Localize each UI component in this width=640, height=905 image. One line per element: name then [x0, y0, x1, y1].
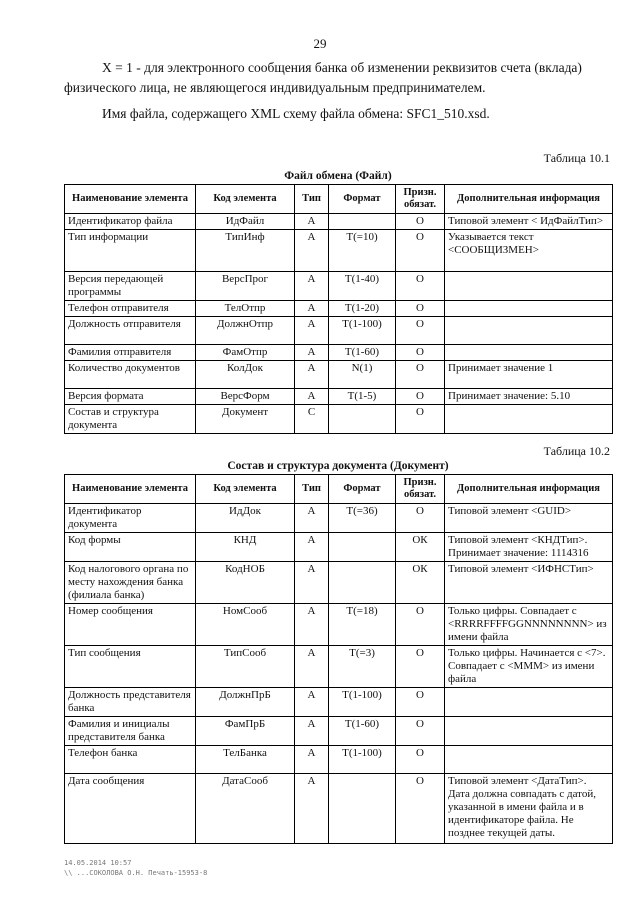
table-cell: Документ: [196, 405, 295, 434]
table-cell: А: [295, 301, 329, 317]
table-cell: ТипСооб: [196, 646, 295, 688]
column-header: Призн. обязат.: [396, 185, 445, 214]
table-cell: ТипИнф: [196, 230, 295, 272]
table-cell: ДолжнПрБ: [196, 688, 295, 717]
table-header-row: [65, 475, 613, 504]
table-cell: [445, 746, 613, 774]
table-cell: [445, 405, 613, 434]
table-row: [65, 389, 613, 405]
table-cell: А: [295, 361, 329, 389]
table-row: [65, 405, 613, 434]
table-cell: [445, 688, 613, 717]
table-cell: Количество документов: [65, 361, 196, 389]
table-cell: КодНОБ: [196, 562, 295, 604]
table-cell: Принимает значение 1: [445, 361, 613, 389]
column-header: Формат: [329, 475, 396, 504]
table-cell: [445, 301, 613, 317]
paragraph-x1: X = 1 - для электронного сообщения банка об изменении реквизитов счета (вклада) физического лица, не являющегося индивидуальным предпринимателем.: [64, 60, 582, 95]
table-cell: [445, 317, 613, 345]
table-cell: Т(1-40): [329, 272, 396, 301]
table-cell: Код налогового органа по месту нахождения банка (филиала банка): [65, 562, 196, 604]
table-cell: Фамилия и инициалы представителя банка: [65, 717, 196, 746]
table-cell: О: [396, 272, 445, 301]
column-header: Тип: [295, 475, 329, 504]
table-cell: А: [295, 345, 329, 361]
table-row: [65, 504, 613, 533]
table-cell: О: [396, 389, 445, 405]
table-cell: А: [295, 562, 329, 604]
table-row: [65, 688, 613, 717]
table-cell: N(1): [329, 361, 396, 389]
table-row: [65, 361, 613, 389]
column-header: Код элемента: [196, 475, 295, 504]
table-cell: О: [396, 405, 445, 434]
table-cell: Т(1-5): [329, 389, 396, 405]
page-number: 29: [313, 36, 327, 51]
column-header: Формат: [329, 185, 396, 214]
table-cell: О: [396, 646, 445, 688]
table-cell: Код формы: [65, 533, 196, 562]
table-cell: О: [396, 345, 445, 361]
table-cell: О: [396, 230, 445, 272]
table-cell: [445, 717, 613, 746]
table-cell: ОК: [396, 562, 445, 604]
table-cell: Версия передающей программы: [65, 272, 196, 301]
column-header: Наименование элемента: [65, 185, 196, 214]
table-file: [64, 184, 613, 434]
table-1-number: Таблица 10.1: [543, 151, 610, 165]
table-row: [65, 562, 613, 604]
table-cell: О: [396, 717, 445, 746]
table-cell: Указывается текст <СООБЩИЗМЕН>: [445, 230, 613, 272]
table-cell: Т(1-60): [329, 345, 396, 361]
table-2-number: Таблица 10.2: [543, 444, 610, 458]
table-cell: О: [396, 688, 445, 717]
print-footer: [64, 858, 207, 878]
table-row: [65, 317, 613, 345]
table-cell: [445, 272, 613, 301]
table-row: [65, 774, 613, 844]
table-cell: А: [295, 533, 329, 562]
table-cell: Т(1-20): [329, 301, 396, 317]
table-cell: Состав и структура документа: [65, 405, 196, 434]
table-cell: А: [295, 604, 329, 646]
table-cell: ТелОтпр: [196, 301, 295, 317]
table-cell: ФамОтпр: [196, 345, 295, 361]
table-cell: О: [396, 774, 445, 844]
table-row: [65, 746, 613, 774]
table-row: [65, 301, 613, 317]
table-cell: ТелБанка: [196, 746, 295, 774]
table-cell: Телефон банка: [65, 746, 196, 774]
table-cell: [329, 405, 396, 434]
table-cell: ВерсФорм: [196, 389, 295, 405]
table-cell: Т(=10): [329, 230, 396, 272]
table-cell: КНД: [196, 533, 295, 562]
table-cell: НомСооб: [196, 604, 295, 646]
footer-line-1: 14.05.2014 10:57: [64, 859, 132, 867]
table-cell: ОК: [396, 533, 445, 562]
table-cell: Телефон отправителя: [65, 301, 196, 317]
table-row: [65, 272, 613, 301]
table-cell: А: [295, 272, 329, 301]
table-cell: [329, 774, 396, 844]
table-cell: А: [295, 389, 329, 405]
table-cell: А: [295, 717, 329, 746]
table-2-title: Состав и структура документа (Документ): [227, 460, 449, 472]
column-header: Тип: [295, 185, 329, 214]
table-row: [65, 533, 613, 562]
column-header: Призн. обязат.: [396, 475, 445, 504]
table-cell: КолДок: [196, 361, 295, 389]
table-cell: Идентификатор документа: [65, 504, 196, 533]
table-cell: [329, 562, 396, 604]
table-cell: Тип информации: [65, 230, 196, 272]
table-cell: ФамПрБ: [196, 717, 295, 746]
table-cell: Версия формата: [65, 389, 196, 405]
table-cell: Должность отправителя: [65, 317, 196, 345]
table-cell: О: [396, 604, 445, 646]
table-1-title: Файл обмена (Файл): [284, 170, 392, 182]
table-cell: Т(1-100): [329, 317, 396, 345]
table-cell: ДолжнОтпр: [196, 317, 295, 345]
table-cell: Фамилия отправителя: [65, 345, 196, 361]
table-cell: Только цифры. Совпадает с <RRRRFFFFGGNNNNNNNN> из имени файла: [445, 604, 613, 646]
column-header: Наименование элемента: [65, 475, 196, 504]
table-cell: ИдДок: [196, 504, 295, 533]
table-cell: А: [295, 504, 329, 533]
table-cell: Типовой элемент <GUID>: [445, 504, 613, 533]
table-row: [65, 646, 613, 688]
column-header: Код элемента: [196, 185, 295, 214]
table-document: [64, 474, 613, 844]
table-cell: ВерсПрог: [196, 272, 295, 301]
table-cell: Тип сообщения: [65, 646, 196, 688]
table-cell: Т(=3): [329, 646, 396, 688]
table-cell: [329, 214, 396, 230]
table-cell: А: [295, 646, 329, 688]
footer-line-2: \\ ...СОКОЛОВА О.Н. Печать-15953-8: [64, 869, 208, 877]
table-cell: А: [295, 214, 329, 230]
table-row: [65, 214, 613, 230]
paragraph-filename: Имя файла, содержащего XML схему файла обмена: SFC1_510.xsd.: [102, 106, 490, 121]
table-row: [65, 230, 613, 272]
table-cell: Т(=18): [329, 604, 396, 646]
table-cell: Только цифры. Начинается с <7>. Совпадает с <МММ> из имени файла: [445, 646, 613, 688]
table-cell: Типовой элемент <КНДТип>. Принимает значение: 1114316: [445, 533, 613, 562]
table-cell: ИдФайл: [196, 214, 295, 230]
table-cell: О: [396, 504, 445, 533]
table-cell: А: [295, 317, 329, 345]
table-cell: О: [396, 214, 445, 230]
table-header-row: [65, 185, 613, 214]
table-cell: Т(1-100): [329, 688, 396, 717]
table-row: [65, 604, 613, 646]
table-cell: О: [396, 317, 445, 345]
column-header: Дополнительная информация: [445, 185, 613, 214]
table-cell: С: [295, 405, 329, 434]
table-cell: Типовой элемент <ИФНСТип>: [445, 562, 613, 604]
table-cell: [329, 533, 396, 562]
column-header: Дополнительная информация: [445, 475, 613, 504]
table-cell: Должность представителя банка: [65, 688, 196, 717]
table-cell: Т(1-60): [329, 717, 396, 746]
table-cell: А: [295, 746, 329, 774]
table-cell: Типовой элемент < ИдФайлТип>: [445, 214, 613, 230]
table-row: [65, 345, 613, 361]
table-cell: Т(1-100): [329, 746, 396, 774]
table-row: [65, 717, 613, 746]
table-cell: А: [295, 688, 329, 717]
table-cell: О: [396, 746, 445, 774]
table-cell: О: [396, 301, 445, 317]
table-cell: А: [295, 230, 329, 272]
table-cell: А: [295, 774, 329, 844]
table-cell: Т(=36): [329, 504, 396, 533]
table-cell: [445, 345, 613, 361]
table-cell: О: [396, 361, 445, 389]
table-cell: Принимает значение: 5.10: [445, 389, 613, 405]
table-cell: ДатаСооб: [196, 774, 295, 844]
table-cell: Дата сообщения: [65, 774, 196, 844]
table-cell: Номер сообщения: [65, 604, 196, 646]
table-cell: Типовой элемент <ДатаТип>. Дата должна совпадать с датой, указанной в имени файла и в идентификаторе файла. Не позднее текущей даты.: [445, 774, 613, 844]
table-cell: Идентификатор файла: [65, 214, 196, 230]
